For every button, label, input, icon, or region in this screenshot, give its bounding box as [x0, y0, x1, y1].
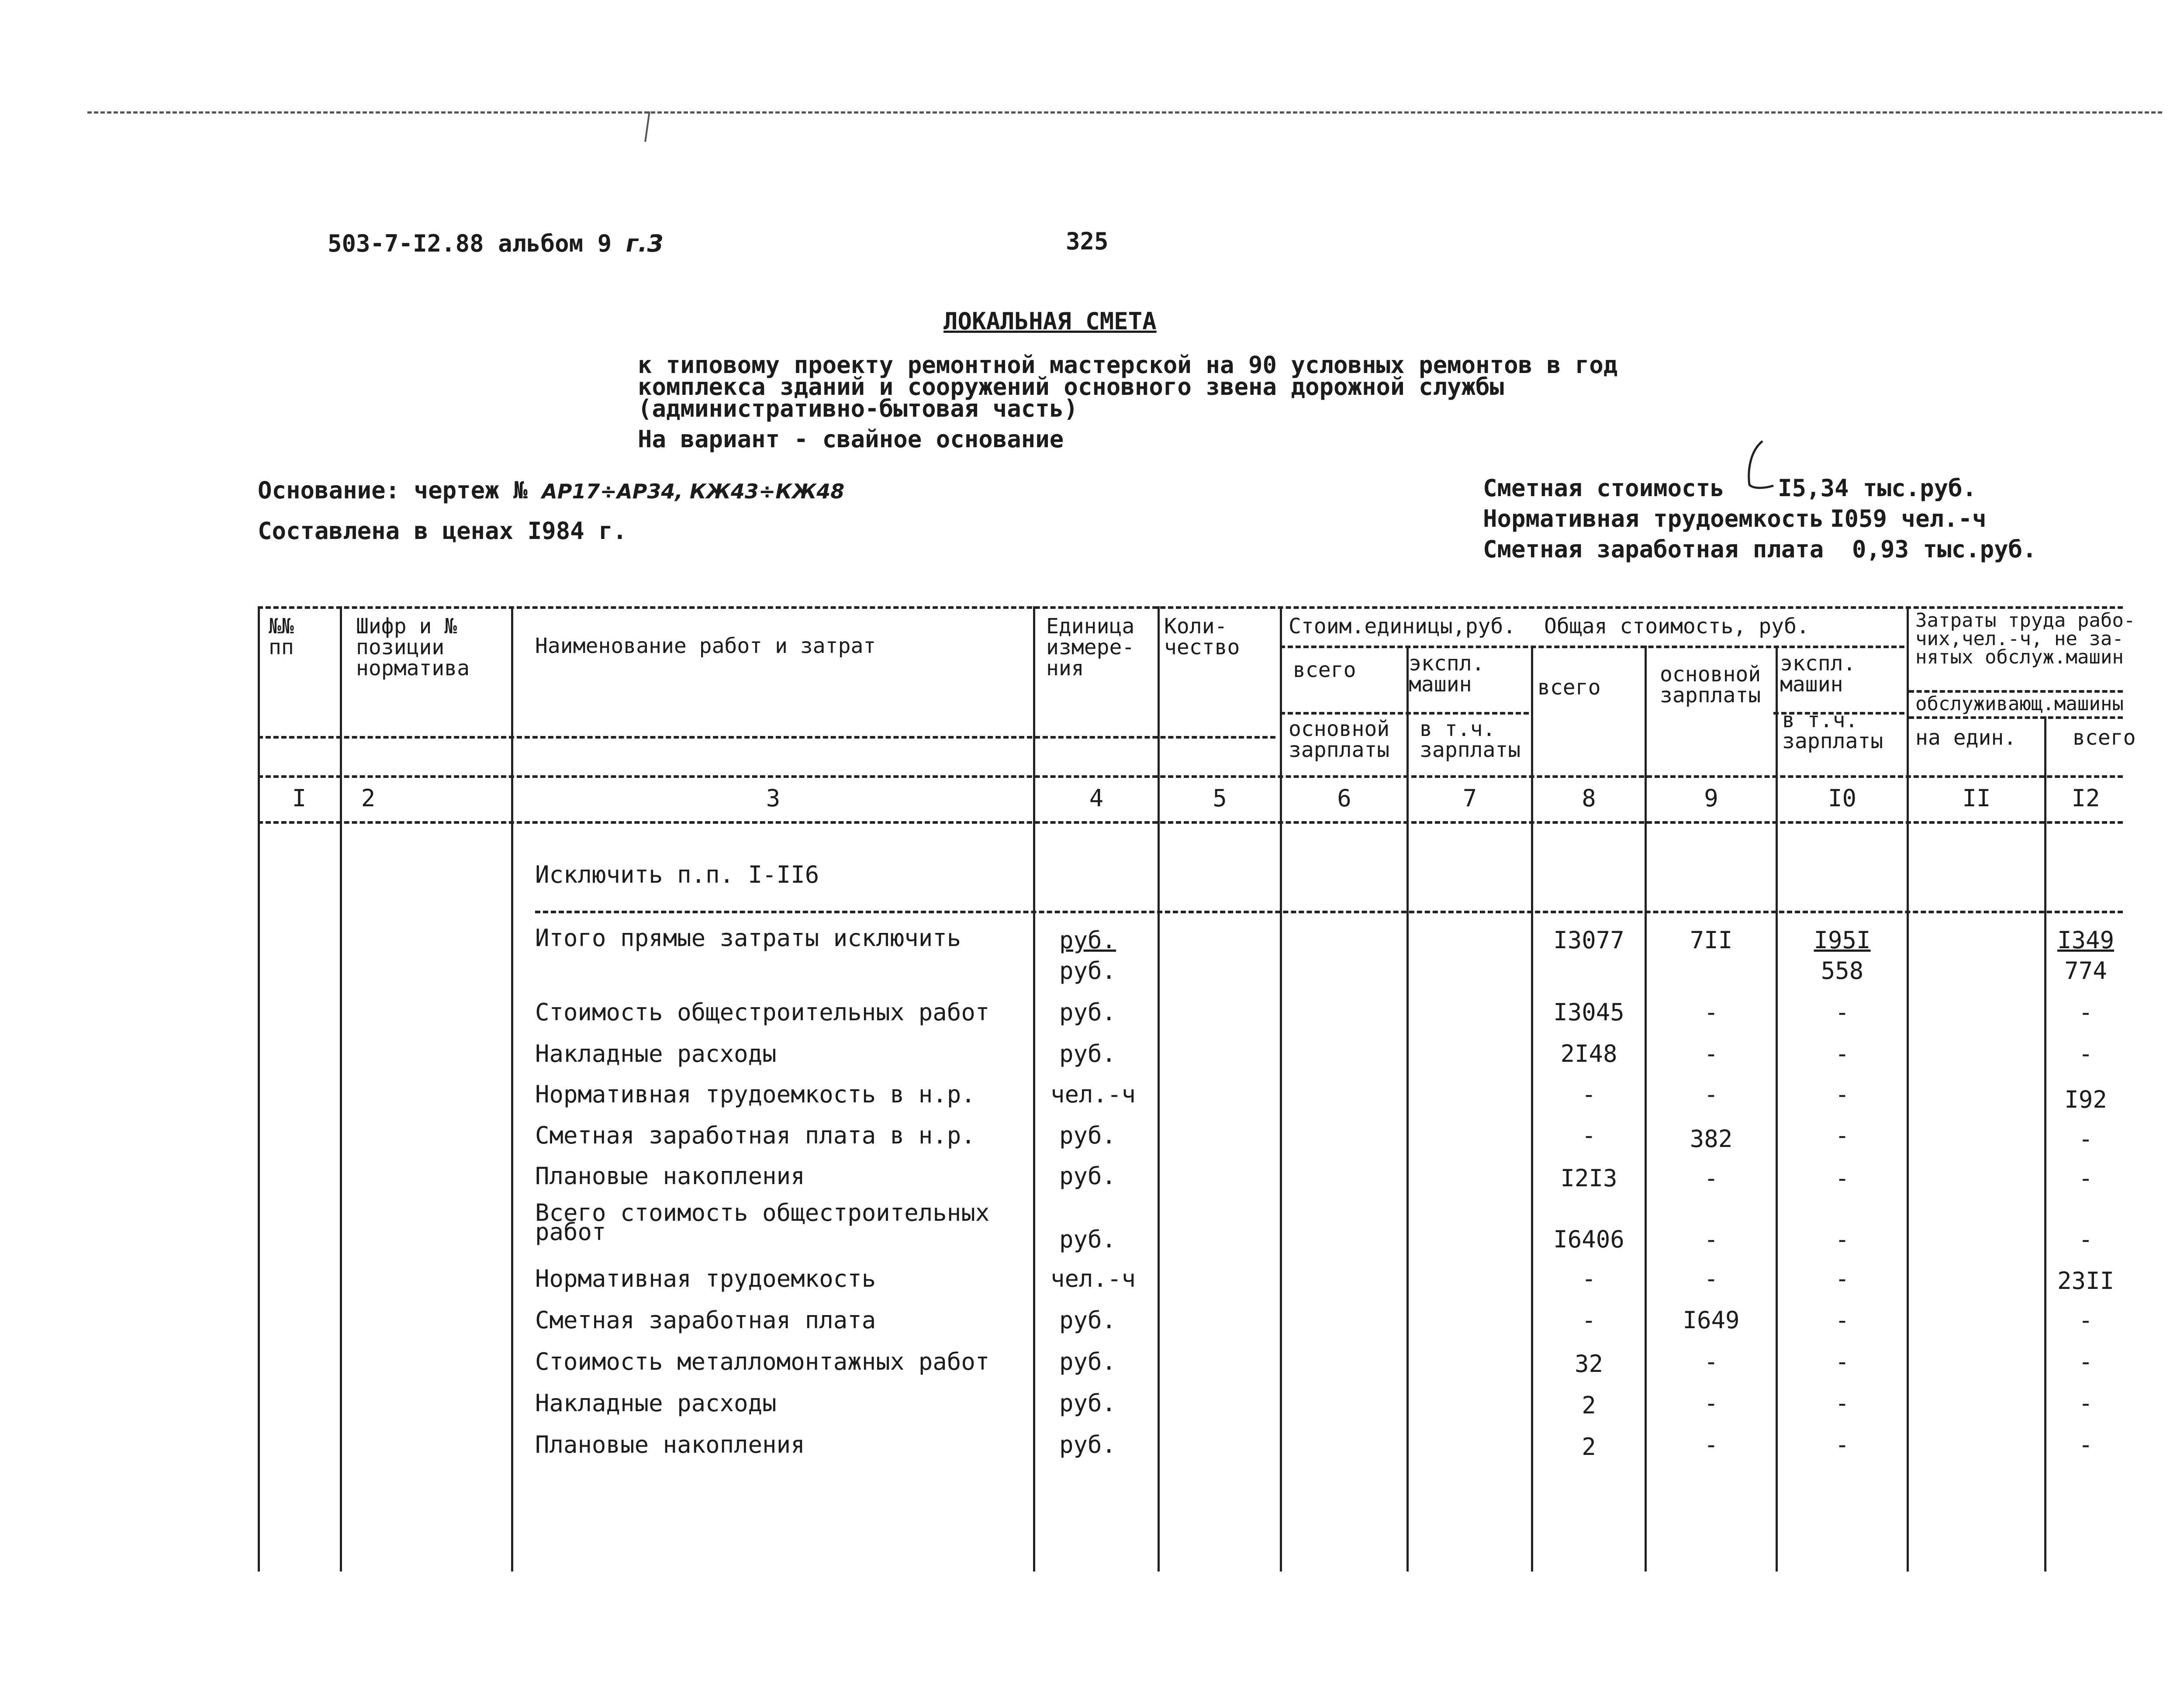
col-border [1280, 606, 1282, 1571]
row-base-wage: 382 [1690, 1125, 1733, 1153]
row-name: Накладные расходы [535, 1040, 777, 1067]
summary-cost-value: I5,34 тыс.руб. [1778, 474, 1977, 502]
row-machine-cost: - [1835, 1389, 1849, 1417]
row-machine-cost: - [1835, 1122, 1849, 1149]
numbers-bottom-rule [258, 821, 2123, 824]
row-labor-total: - [2078, 1389, 2093, 1417]
col-header-9: основной зарплаты [1660, 662, 1761, 708]
row-machine-cost: - [1835, 1431, 1849, 1458]
basis-drawings: Основание: чертеж № АР17÷АР34, КЖ43÷КЖ48 [258, 477, 845, 504]
table-top-rule [258, 606, 2123, 609]
col-number: 9 [1704, 784, 1718, 812]
scan-artifact-tick [644, 111, 650, 142]
row-labor-total: - [2078, 1348, 2093, 1375]
row-labor-total: - [2078, 1306, 2093, 1334]
header-labor-rule [1909, 716, 2123, 719]
row-total-cost: 2I48 [1560, 1040, 1617, 1067]
row-total-cost: I6406 [1553, 1226, 1624, 1253]
row-labor-total: 23II [2057, 1267, 2115, 1295]
row-name: Сметная заработная плата [535, 1306, 876, 1334]
col-border [1531, 646, 1533, 1571]
col-header-6-bottom: основной зарплаты [1289, 717, 1390, 762]
col-number: 3 [766, 784, 781, 812]
row-labor-total: - [2078, 1226, 2093, 1253]
col-header-unit: Единица измере- ния [1046, 614, 1135, 680]
row-unit: чел.-ч [1051, 1081, 1136, 1108]
basis-prices: Составлена в ценах I984 г. [258, 517, 627, 545]
document-code: 503-7-I2.88 альбом 9 г.3 [328, 230, 664, 257]
row-base-wage: - [1704, 1081, 1718, 1108]
col-number: II [1962, 784, 1991, 812]
col-header-10-bottom: в т.ч. зарплаты [1782, 708, 1883, 753]
row-base-wage: 7II [1690, 926, 1733, 954]
row-machine-cost: - [1835, 998, 1849, 1026]
row-name: Всего стоимость общестроительных работ [535, 1199, 990, 1246]
row-unit: руб. [1059, 1040, 1116, 1067]
row-labor-total: - [2078, 1164, 2093, 1192]
col-border [1406, 646, 1409, 1571]
row-machine-cost: - [1835, 1040, 1849, 1067]
row-labor-total: I349 [2057, 926, 2115, 954]
row-unit: руб. [1059, 1389, 1116, 1417]
col-header-6-top: всего [1293, 658, 1356, 682]
exclude-note: Исключить п.п. I-II6 [535, 861, 819, 888]
title-line-2: комплекса зданий и сооружений основного звена дорожной службы [638, 373, 1504, 401]
exclude-rule [535, 911, 2123, 913]
col-number: I2 [2071, 784, 2100, 812]
col-header-7-top: экспл. машин [1409, 651, 1485, 697]
row-name: Плановые накопления [535, 1431, 805, 1458]
row-total-cost: 32 [1574, 1350, 1603, 1378]
col-number: 8 [1582, 784, 1596, 812]
row-labor-total: - [2078, 1431, 2093, 1458]
col-number: I [292, 784, 307, 812]
col-header-total-cost: Общая стоимость, руб. [1544, 614, 1809, 639]
row-total-cost: - [1582, 1265, 1596, 1292]
row-unit: руб. [1059, 1431, 1116, 1458]
title-line-3: (административно-бытовая часть) [638, 395, 1078, 422]
col-border [1907, 606, 1909, 1571]
row-name: Сметная заработная плата в н.р. [535, 1122, 975, 1149]
row-machine-cost: - [1835, 1265, 1849, 1292]
header-unit-cost-rule [1280, 712, 1529, 715]
row-unit: руб. [1059, 1348, 1116, 1375]
title-line-1: к типовому проекту ремонтной мастерской на 90 условных ремонтов в год [638, 351, 1618, 379]
col-border [1158, 606, 1160, 1571]
row-machine-cost: I95I [1814, 926, 1871, 954]
col-header-number: №№ пп [269, 614, 294, 660]
row-total-cost: - [1582, 1306, 1596, 1334]
col-header-12: всего [2073, 725, 2136, 750]
row-name: Нормативная трудоемкость [535, 1265, 876, 1292]
scan-artifact-line [87, 111, 2162, 114]
row-unit: руб. [1059, 998, 1116, 1026]
row-total-cost: - [1582, 1122, 1596, 1149]
header-sub-rule [1280, 646, 1904, 648]
handwritten-mark [1738, 437, 1778, 498]
row-total-cost: - [1582, 1081, 1596, 1108]
summary-labor-label: Нормативная трудоемкость [1483, 505, 1824, 532]
row-name: Накладные расходы [535, 1389, 777, 1417]
row-machine-cost: - [1835, 1081, 1849, 1108]
summary-cost-label: Сметная стоимость [1483, 474, 1724, 502]
row-total-cost: 2 [1582, 1392, 1596, 1419]
col-number: 5 [1213, 784, 1227, 812]
row-machine-cost: - [1835, 1306, 1849, 1334]
page-number: 325 [1066, 228, 1109, 255]
row-base-wage: - [1704, 1164, 1718, 1192]
summary-wage-label: Сметная заработная плата [1483, 535, 1824, 563]
row-machine-cost: - [1835, 1164, 1849, 1192]
col-header-quantity: Коли- чество [1164, 614, 1240, 660]
row-unit: руб. [1059, 1122, 1116, 1149]
row-name: Плановые накопления [535, 1162, 805, 1190]
row-base-wage: - [1704, 1226, 1718, 1253]
document-title: ЛОКАЛЬНАЯ СМЕТА [943, 307, 1157, 335]
col-number: 7 [1462, 784, 1477, 812]
row-unit: руб. [1059, 1306, 1116, 1334]
row-unit: чел.-ч [1051, 1265, 1136, 1292]
row-machine-cost: - [1835, 1348, 1849, 1375]
col-header-name: Наименование работ и затрат [535, 634, 876, 658]
col-border [258, 606, 260, 1571]
summary-labor-value: I059 чел.-ч [1830, 505, 1987, 532]
row-labor-total: - [2078, 1125, 2093, 1153]
col-border [511, 606, 513, 1571]
col-header-code: Шифр и № позиции норматива [356, 614, 470, 680]
row-total-cost: I3045 [1553, 998, 1624, 1026]
row-base-wage: - [1704, 1265, 1718, 1292]
col-header-labor-sub: обслуживающ.машины [1915, 693, 2124, 715]
row-base-wage: - [1704, 1040, 1718, 1067]
row-name: Нормативная трудоемкость в н.р. [535, 1081, 975, 1108]
col-number: 6 [1337, 784, 1351, 812]
row-labor-machine: 774 [2064, 957, 2107, 984]
col-header-8: всего [1538, 675, 1601, 700]
col-header-11: на един. [1915, 725, 2017, 750]
col-header-10-top: экспл. машин [1780, 651, 1856, 697]
row-total-cost: 2 [1582, 1433, 1596, 1461]
summary-wage-value: 0,93 тыс.руб. [1852, 535, 2037, 563]
row-base-wage: I649 [1683, 1306, 1740, 1334]
row-total-cost: I3077 [1553, 926, 1624, 954]
row-machine-cost: - [1835, 1226, 1849, 1253]
col-number: 2 [361, 784, 376, 812]
row-labor-total: - [2078, 998, 2093, 1026]
row-unit: руб. [1059, 1226, 1116, 1253]
header-bottom-rule [258, 775, 2123, 778]
row-unit-secondary: руб. [1059, 957, 1116, 984]
row-unit: руб. [1059, 1162, 1116, 1190]
variant-line: На вариант - свайное основание [638, 425, 1064, 453]
row-labor-total: I92 [2064, 1086, 2107, 1113]
row-total-cost: I2I3 [1560, 1164, 1617, 1192]
col-border [1033, 606, 1035, 1571]
row-labor-total: - [2078, 1040, 2093, 1067]
col-header-7-bottom: в т.ч. зарплаты [1420, 717, 1521, 762]
row-base-wage: - [1704, 1389, 1718, 1417]
row-name: Стоимость общестроительных работ [535, 998, 990, 1026]
header-mid-rule [258, 736, 1275, 739]
row-base-wage: - [1704, 1348, 1718, 1375]
row-name: Итого прямые затраты исключить [535, 924, 961, 952]
row-unit: руб. [1059, 926, 1116, 954]
row-machine-wage: 558 [1821, 957, 1864, 984]
col-header-labor: Затраты труда рабо- чих,чел.-ч, не за- нятых обслуж.машин [1915, 609, 2136, 668]
row-base-wage: - [1704, 1431, 1718, 1458]
col-number: 4 [1089, 784, 1104, 812]
col-header-unit-cost: Стоим.единицы,руб. [1289, 614, 1516, 639]
col-border [340, 606, 342, 1571]
row-name: Стоимость металломонтажных работ [535, 1348, 990, 1375]
col-number: I0 [1828, 784, 1857, 812]
row-base-wage: - [1704, 998, 1718, 1026]
